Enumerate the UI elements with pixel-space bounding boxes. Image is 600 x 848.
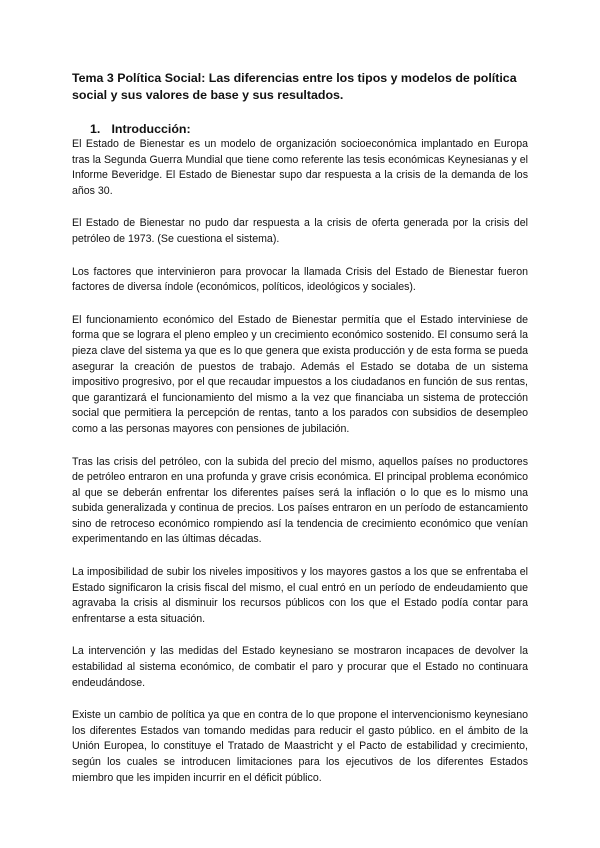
paragraph: El funcionamiento económico del Estado de Bienestar permitía que el Estado interviniese de forma que se lograra el pleno empleo y un crecimiento económico sostenido. El consumo será la pieza clave del sistema ya que es lo que genera que exista producción y de esta forma se pueda asegurar la creación de puestos de trabajo. Además el Estado se dotaba de un sistema impositivo progresivo, por el que recaudar impuestos a los ciudadanos en función de sus rentas, que garantizará el funcionamiento del mismo a la vez que financiaba un sistema de protección social que permitiera la percepción de rentas, tanto a los parados con subsidios de desempleo como a las personas mayores con pensiones de jubilación. [72,313,528,435]
paragraph: La intervención y las medidas del Estado keynesiano se mostraron incapaces de devolver la estabilidad al sistema económico, de combatir el paro y procurar que el Estado no continuara endeudándose. [72,645,528,689]
document-title: Tema 3 Política Social: Las diferencias entre los tipos y modelos de política social y sus valores de base y sus resultados. [72,71,517,102]
paragraph: Existe un cambio de política ya que en contra de lo que propone el intervencionismo keynesiano los diferentes Estados van tomando medidas para reducir el gasto público. en el ámbito de la Unión Europea, lo constituye el Tratado de Maastricht y el Pacto de estabilidad y crecimiento, según los cuales se introducen limitaciones para los ejecutivos de los diferentes Estados miembro que les impiden incurrir en el déficit público. [72,709,528,784]
paragraph: El Estado de Bienestar no pudo dar respuesta a la crisis de oferta generada por la crisis del petróleo de 1973. (Se cuestiona el sistema). [72,217,528,245]
paragraph: Tras las crisis del petróleo, con la subida del precio del mismo, aquellos países no productores de petróleo entraron en una profunda y grave crisis económica. El principal problema económico al que se deberán enfrentar los diferentes países será la inflación o lo que es lo mismo una subida generalizada y continua de precios. Los países entraron en un período de estancamiento sino de retroceso económico rompiendo así la tendencia de crecimiento económico que venían experimentando en las últimas décadas. [72,455,528,546]
section-heading [90,121,191,137]
document-body [72,137,528,803]
paragraph: El Estado de Bienestar es un modelo de organización socioeconómica implantado en Europa tras la Segunda Guerra Mundial que tiene como referente las tesis económicas Keynesianas y el Informe Beveridge. El Estado de Bienestar supo dar respuesta a la crisis de la demanda de los años 30. [72,138,528,197]
section-title: Introducción: [111,122,191,136]
paragraph: La imposibilidad de subir los niveles impositivos y los mayores gastos a los que se enfrentaba el Estado significaron la crisis fiscal del mismo, el cual entró en un período de endeudamiento que agravaba la crisis al disminuir los recursos públicos con los que el Estado podía contar para enfrentarse a esta situación. [72,566,528,625]
section-number: 1. [90,122,101,136]
paragraph: Los factores que intervinieron para provocar la llamada Crisis del Estado de Bienestar fueron factores de diversa índole (económicos, políticos, ideológicos y sociales). [72,265,528,294]
